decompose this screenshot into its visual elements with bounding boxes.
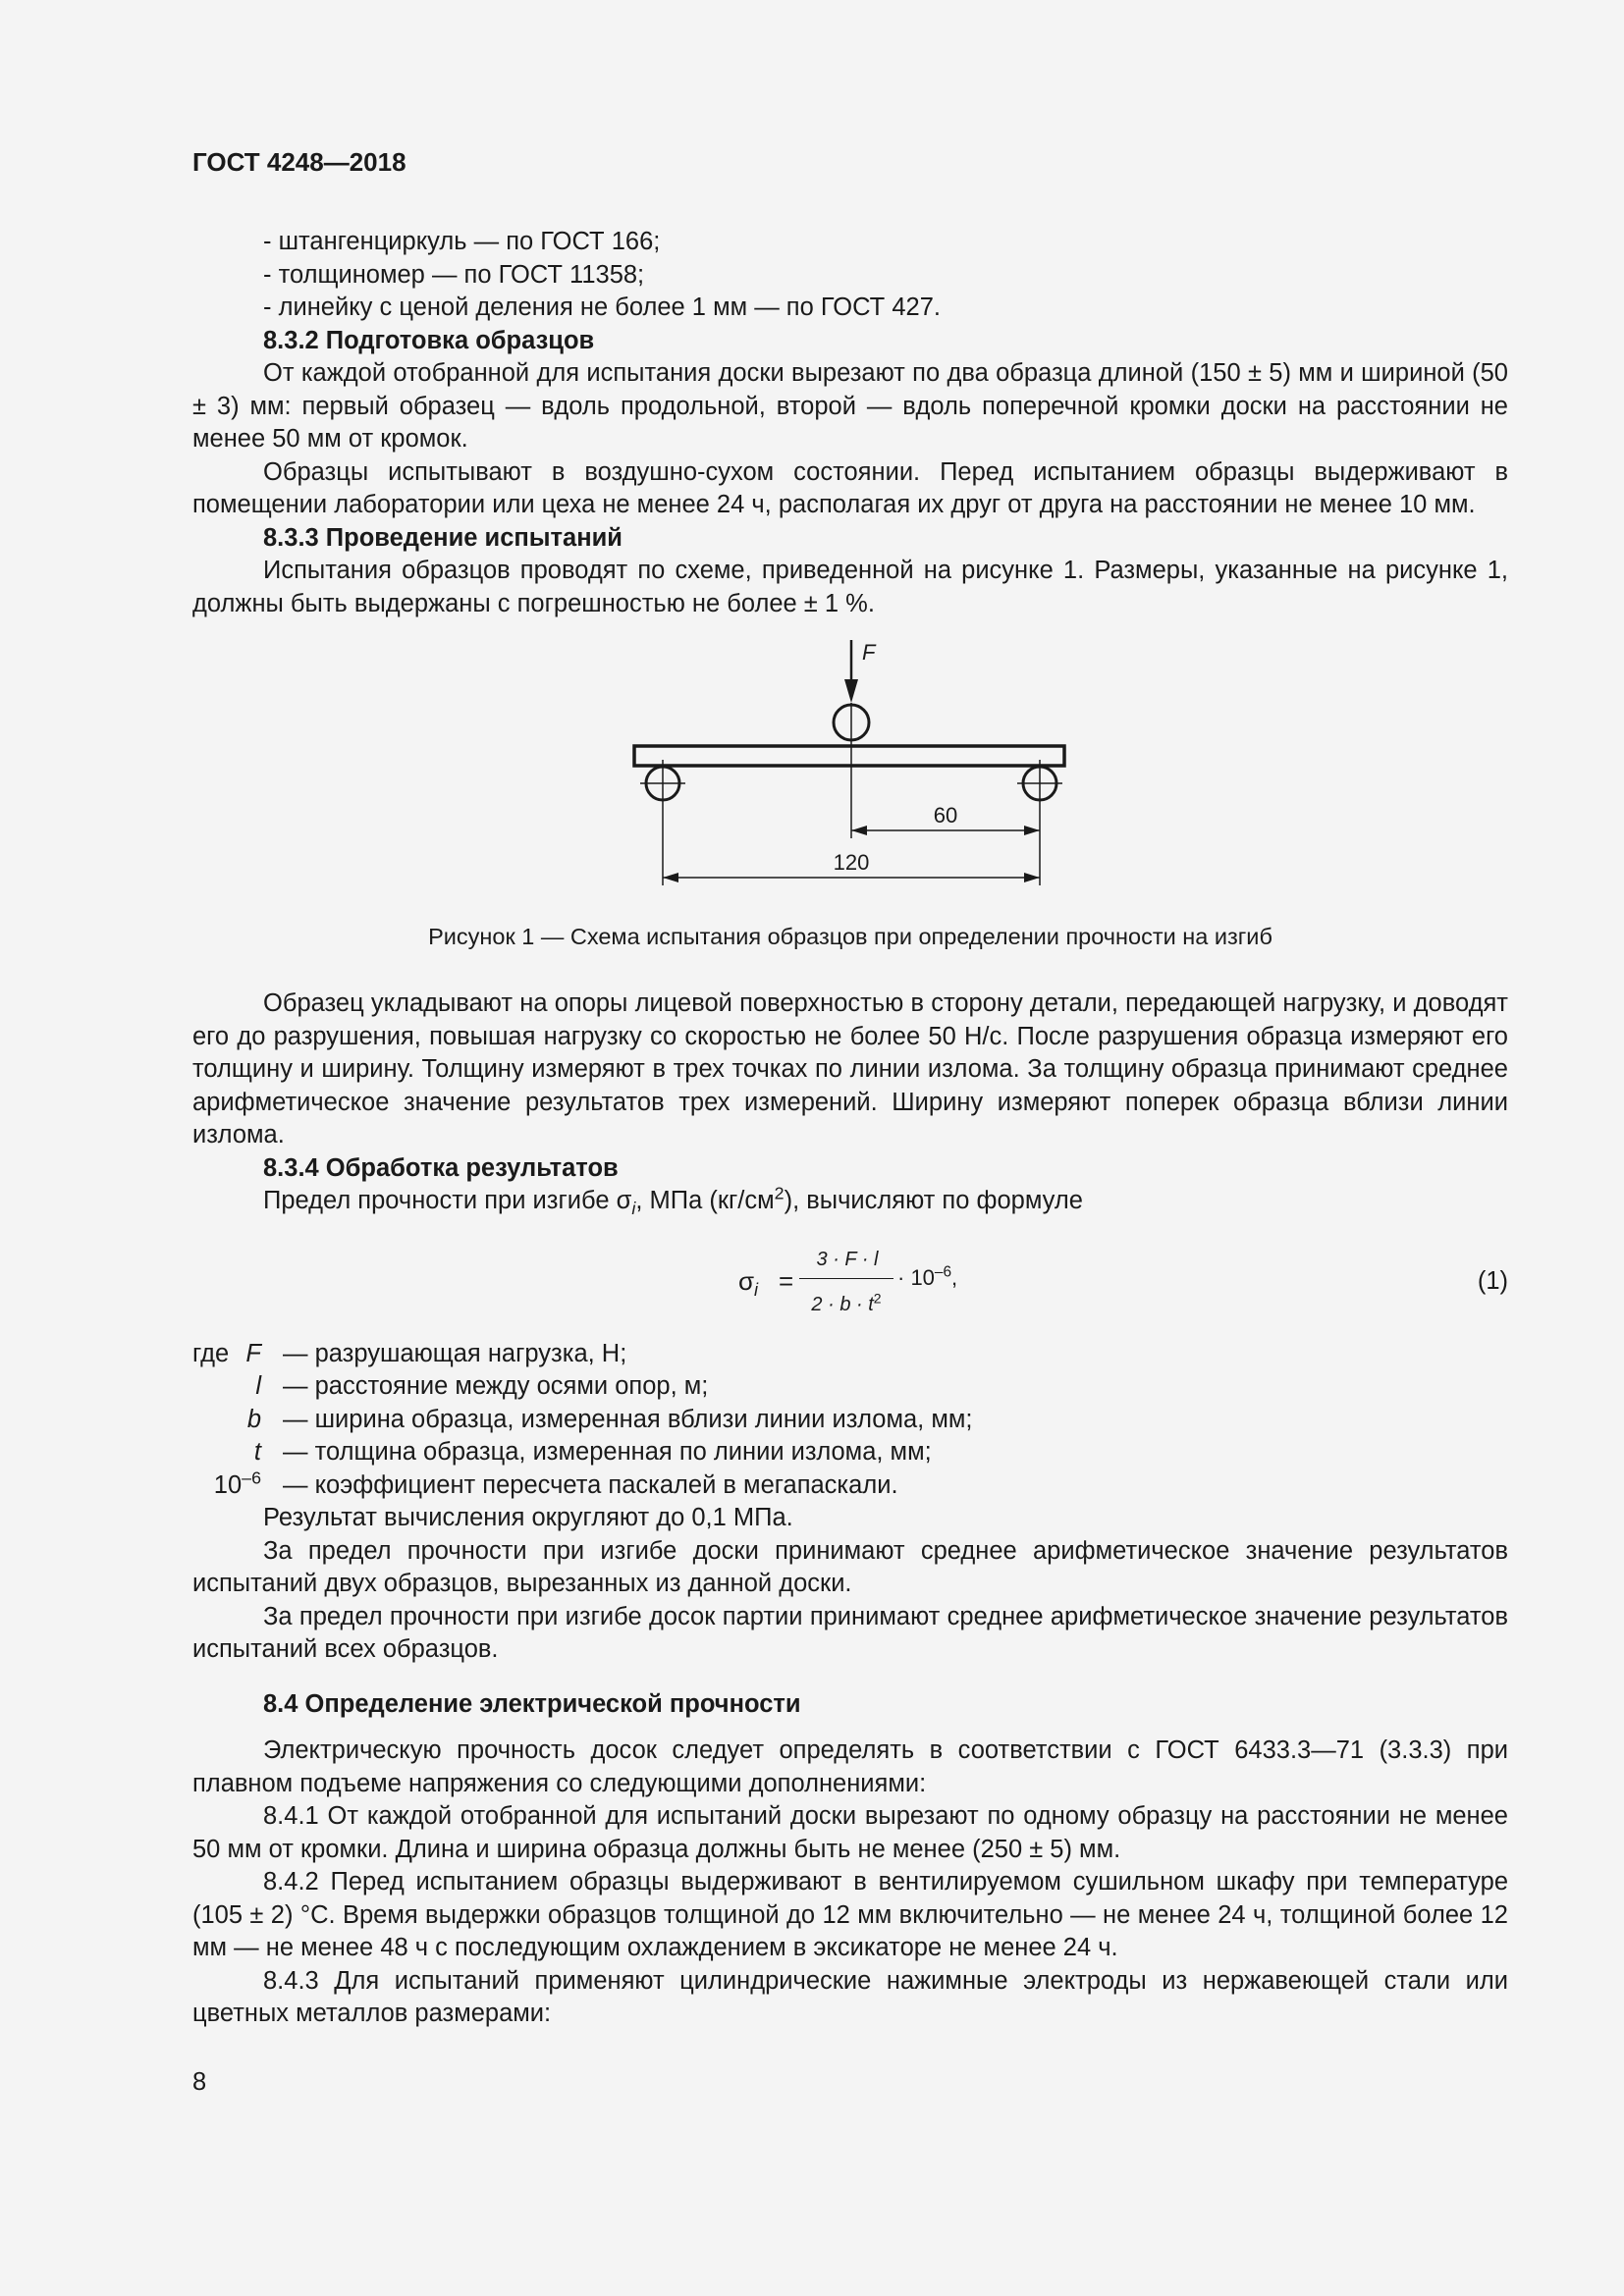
where-block [192, 1338, 1508, 1503]
force-arrow-head [844, 679, 858, 703]
dimension-label-full-span: 120 [833, 850, 870, 875]
formula-1 [192, 1232, 1508, 1334]
paragraph-test-procedure: Образец укладывают на опоры лицевой поверхностью в сторону детали, передающей нагрузку, и доводят его до разрушения, повышая нагрузку со скоростью не более 50 Н/с. После разрушения образца измеряют его толщину и ширину. Толщину измеряют в трех точках по линии излома. За толщину образца принимают среднее арифметическое значение результатов трех измерений. Ширину измеряют поперек образца вблизи линии излома. [192, 989, 1508, 1148]
formula-lhs [738, 1265, 758, 1299]
section-heading-8-3-4: 8.3.4 Обработка результатов [263, 1153, 619, 1182]
dimension-arrow-full-right [1024, 873, 1040, 882]
where-desc-F: — разрушающая нагрузка, Н; [283, 1339, 627, 1367]
paragraph-8-4-3: 8.4.3 Для испытаний применяют цилиндрические нажимные электроды из нержавеющей стали или цветных металлов размерами: [192, 1966, 1508, 2027]
paragraph-board-strength: За предел прочности при изгибе доски принимают среднее арифметическое значение результатов испытаний двух образцов, вырезанных из данной доски. [192, 1536, 1508, 1597]
formula-multiplier-exp: –6 [934, 1263, 952, 1281]
equipment-item-thickness-gauge: - толщиномер — по ГОСТ 11358; [263, 260, 645, 289]
document-code-header: ГОСТ 4248—2018 [192, 147, 406, 177]
formula-denominator [799, 1289, 893, 1322]
paragraph-rounding: Результат вычисления округляют до 0,1 МПа. [263, 1504, 793, 1531]
where-key-t: t [253, 1438, 261, 1466]
where-row-F [192, 1338, 1508, 1371]
paragraph-batch-strength: За предел прочности при изгибе досок партии принимают среднее арифметическое значение результатов испытаний всех образцов. [192, 1602, 1508, 1663]
where-key-coefficient [214, 1469, 261, 1503]
page-number: 8 [192, 2068, 207, 2096]
formula-equals: = [779, 1265, 794, 1296]
intro-subscript: i [631, 1199, 636, 1219]
dimension-label-half-span: 60 [933, 803, 958, 828]
formula-numerator: 3 · F · l [816, 1248, 879, 1270]
section-heading-8-4: 8.4 Определение электрической прочности [263, 1689, 801, 1718]
formula-denominator-sup: 2 [873, 1289, 882, 1306]
force-label: F [862, 640, 876, 665]
formula-denominator-text: 2 · b · t [811, 1293, 874, 1315]
paragraph-8-4-1: 8.4.1 От каждой отобранной для испытаний доски вырезают по одному образцу на расстоянии не менее 50 мм от кромки. Длина и ширина образца должны быть не менее (250 ± 5) мм. [192, 1802, 1508, 1863]
paragraph-sample-cutting: От каждой отобранной для испытания доски вырезают по два образца длиной (150 ± 5) мм и шириной (50 ± 3) мм: первый образец — вдоль продольной, второй — вдоль поперечной кромки доски на расстоянии не менее 50 мм от кромок. [192, 359, 1508, 453]
intro-superscript: 2 [774, 1183, 785, 1203]
where-key-F: F [245, 1339, 261, 1367]
where-row-coefficient [192, 1469, 1508, 1503]
bending-scheme-diagram [192, 640, 1508, 970]
paragraph-electric-intro: Электрическую прочность досок следует определять в соответствии с ГОСТ 6433.3—71 (3.3.3) при плавном подъеме напряжения со следующими дополнениями: [192, 1736, 1508, 1797]
intro-text-c: ), вычисляют по формуле [784, 1187, 1083, 1214]
formula-lhs-subscript: i [754, 1279, 759, 1300]
document-body [192, 226, 1508, 2031]
specimen-beam [634, 746, 1064, 766]
formula-number: (1) [1477, 1266, 1508, 1295]
where-key-l: l [255, 1372, 261, 1400]
coefficient-base: 10 [213, 1470, 243, 1499]
paragraph-formula-intro [192, 1185, 1508, 1218]
dimension-arrow-half-left [851, 826, 867, 835]
formula-sigma: σ [738, 1265, 755, 1296]
dimension-arrow-full-left [663, 873, 678, 882]
formula-multiplier-base: · 10 [897, 1264, 935, 1290]
formula-comma: , [951, 1264, 958, 1290]
intro-text-b: , МПа (кг/см [635, 1187, 775, 1214]
figure-caption: Рисунок 1 — Схема испытания образцов при определении прочности на изгиб [428, 924, 1272, 949]
where-row-l [192, 1370, 1508, 1404]
where-row-b [192, 1404, 1508, 1437]
figure-bending-test-scheme [192, 640, 1508, 970]
where-desc-l: — расстояние между осями опор, м; [283, 1372, 709, 1400]
section-heading-8-3-2: 8.3.2 Подготовка образцов [263, 326, 595, 354]
equipment-item-ruler: - линейку с ценой деления не более 1 мм — по ГОСТ 427. [263, 294, 941, 321]
section-heading-8-3-3: 8.3.3 Проведение испытаний [263, 523, 623, 552]
dimension-arrow-half-right [1024, 826, 1040, 835]
where-row-t [192, 1436, 1508, 1469]
paragraph-sample-conditioning: Образцы испытывают в воздушно-сухом состоянии. Перед испытанием образцы выдерживают в помещении лаборатории или цеха не менее 24 ч, располагая их друг от друга на расстоянии не менее 10 мм. [192, 457, 1508, 518]
where-desc-coefficient: — коэффициент пересчета паскалей в мегапаскали. [283, 1470, 898, 1499]
formula-multiplier [897, 1261, 957, 1295]
paragraph-test-scheme: Испытания образцов проводят по схеме, приведенной на рисунке 1. Размеры, указанные на рисунке 1, должны быть выдержаны с погрешностью не более ± 1 %. [192, 557, 1508, 617]
intro-text-a: Предел прочности при изгибе σ [263, 1187, 632, 1214]
coefficient-exponent: –6 [242, 1468, 261, 1487]
where-desc-t: — толщина образца, измеренная по линии излома, мм; [283, 1438, 932, 1466]
equipment-item-caliper: - штангенциркуль — по ГОСТ 166; [263, 228, 661, 255]
where-word: где [192, 1339, 230, 1367]
where-key-b: b [246, 1405, 261, 1433]
paragraph-8-4-2: 8.4.2 Перед испытанием образцы выдерживают в вентилируемом сушильном шкафу при температуре (105 ± 2) °С. Время выдержки образцов толщиной до 12 мм включительно — не менее 24 ч, толщиной более 12 мм — не менее 48 ч с последующим охлаждением в эксикаторе не менее 24 ч. [192, 1868, 1508, 1961]
formula-fraction-bar [799, 1278, 893, 1279]
where-desc-b: — ширина образца, измеренная вблизи линии излома, мм; [283, 1405, 973, 1433]
